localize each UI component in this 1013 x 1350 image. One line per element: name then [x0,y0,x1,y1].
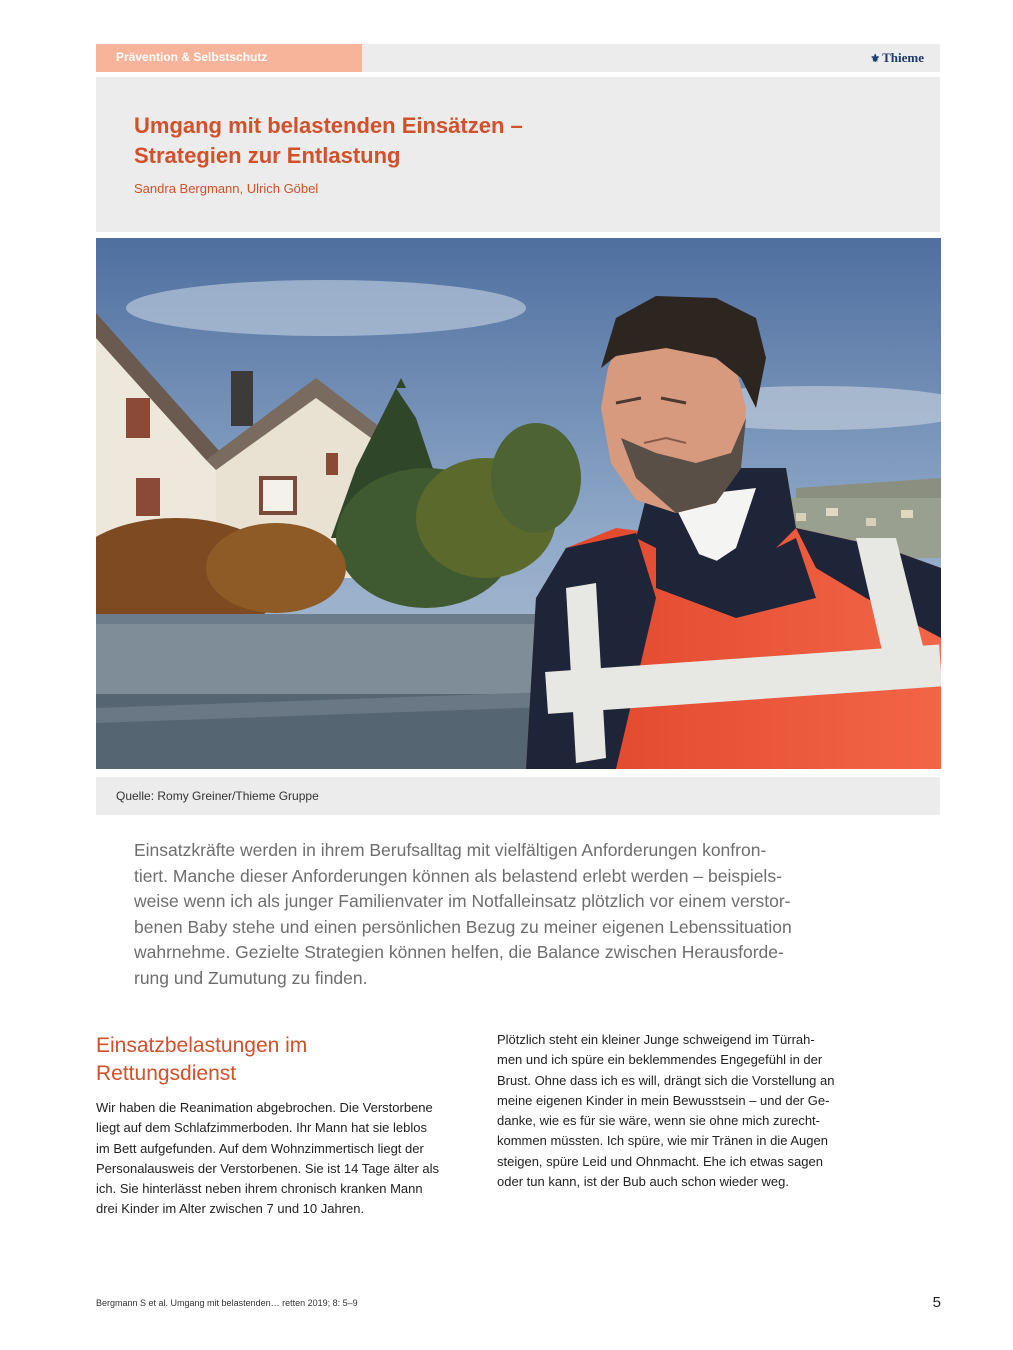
article-title-line: Strategien zur Entlastung [134,143,401,168]
body-line: liegt auf dem Schlafzimmerboden. Ihr Mann hat sie leblos [96,1120,427,1136]
body-line: Wir haben die Reanimation abgebrochen. Die Verstorbene [96,1100,433,1115]
column-left [96,1032,456,1220]
abstract [134,838,834,992]
article-photo [96,238,941,769]
body-line: ich. Sie hinterlässt neben ihrem chronisch kranken Mann [96,1181,423,1197]
page-number: 5 [932,1294,941,1311]
body-line: oder tun kann, ist der Bub auch schon wieder weg. [497,1174,789,1190]
body-paragraph [497,1030,857,1192]
section-heading-line: Rettungsdienst [96,1062,237,1085]
footer-citation: Bergmann S et al. Umgang mit belastenden… retten 2019; 8: 5–9 [96,1298,358,1308]
body-line: danke, wie es für sie wäre, wenn sie ohne mich zurecht- [497,1113,820,1129]
abstract-line: rung und Zumutung zu finden. [134,967,368,988]
body-line: im Bett aufgefunden. Auf dem Wohnzimmertisch liegt der [96,1140,424,1156]
abstract-line: wahrnehme. Gezielte Strategien können helfen, die Balance zwischen Herausforde- [134,942,784,963]
section-tag: Prävention & Selbstschutz [96,44,362,72]
article-title-line: Umgang mit belastenden Einsätzen – [134,113,523,138]
abstract-line: weise wenn ich als junger Familienvater im Notfalleinsatz plötzlich vor einem verstor- [134,891,791,912]
article-authors: Sandra Bergmann, Ulrich Göbel [134,181,319,196]
body-line: men und ich spüre ein beklemmendes Engegefühl in der [497,1052,823,1068]
body-line: kommen müssten. Ich spüre, wie mir Tränen in die Augen [497,1133,828,1149]
section-heading-line: Einsatzbelastungen im [96,1034,308,1057]
abstract-line: tiert. Manche dieser Anforderungen können als belastend erlebt werden – beispiels- [134,865,782,886]
top-bar [96,44,940,72]
figure-caption-box [96,777,940,815]
article-title [134,111,523,171]
body-line: Personalausweis der Verstorbenen. Sie ist 14 Tage älter als [96,1160,440,1176]
column-right [497,1030,857,1192]
body-paragraph [96,1098,456,1220]
publisher-logo [870,50,924,66]
body-line: Brust. Ohne dass ich es will, drängt sich die Vorstellung an [497,1072,835,1088]
publisher-name: Thieme [882,50,924,65]
section-heading [96,1032,456,1088]
body-line: Plötzlich steht ein kleiner Junge schweigend im Türrah- [497,1032,815,1047]
body-line: drei Kinder im Alter zwischen 7 und 10 Jahren. [96,1201,365,1217]
figure-caption: Quelle: Romy Greiner/Thieme Gruppe [116,789,319,803]
body-line: steigen, spüre Leid und Ohnmacht. Ehe ich etwas sagen [497,1153,823,1169]
body-line: meine eigenen Kinder in mein Bewusstsein – und der Ge- [497,1092,830,1108]
publisher-crest-icon: ⚜ [870,53,881,65]
article-header [96,77,940,232]
abstract-line: Einsatzkräfte werden in ihrem Berufsalltag mit vielfältigen Anforderungen konfron- [134,840,767,860]
abstract-line: benen Baby stehe und einen persönlichen Bezug zu meiner eigenen Lebenssituation [134,916,792,937]
